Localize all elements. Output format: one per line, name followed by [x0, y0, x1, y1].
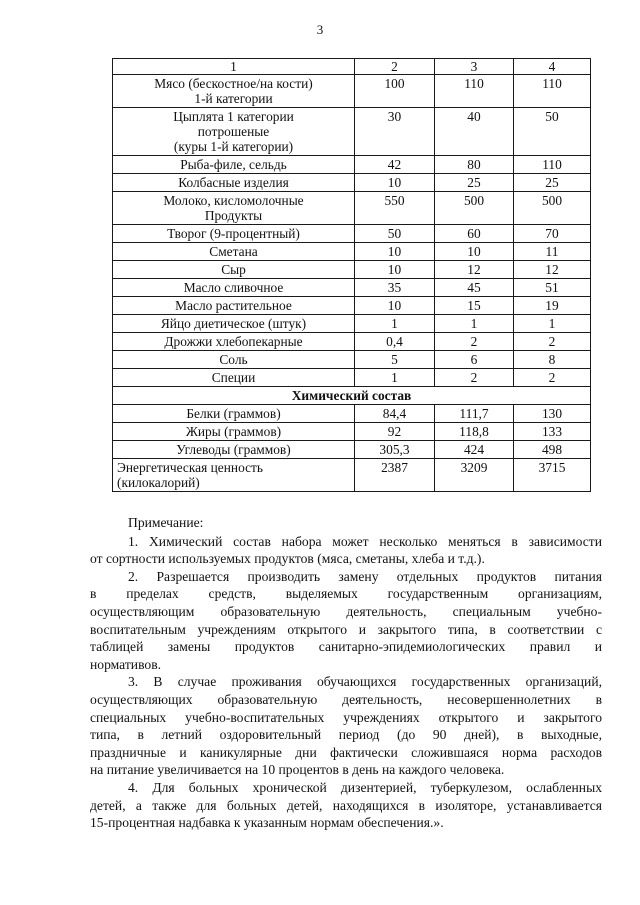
product-name-line: Масло растительное — [175, 298, 292, 313]
note-line: 2. Разрешается производить замену отдельных продуктов питания — [128, 568, 602, 584]
product-name-line: Сметана — [209, 244, 258, 259]
norm-value-cell: 15 — [435, 297, 514, 315]
norm-value-cell: 6 — [435, 351, 514, 369]
norm-value-cell: 35 — [355, 279, 435, 297]
product-name-cell — [113, 174, 355, 192]
note-line: типа, в летний оздоровительный период (до 90 дней), в выходные, — [90, 727, 602, 743]
table-row — [113, 243, 591, 261]
note-line: детей, а также для больных детей, находящихся в изоляторе, устанавливается — [90, 797, 602, 813]
norm-value-cell: 51 — [514, 279, 591, 297]
norm-value-cell: 10 — [355, 297, 435, 315]
product-name-line: Колбасные изделия — [178, 175, 289, 190]
note-paragraph — [90, 779, 602, 832]
note-line: таблицей замены продуктов санитарно-эпидемиологических правил и — [90, 639, 602, 655]
note-paragraph — [90, 568, 602, 674]
product-name-line: Творог (9-процентный) — [167, 226, 300, 241]
norm-value-cell: 19 — [514, 297, 591, 315]
norm-value-cell: 498 — [514, 441, 591, 459]
norm-value-cell: 50 — [514, 108, 591, 156]
norm-value-cell: 2 — [514, 333, 591, 351]
table-row — [113, 297, 591, 315]
table-row — [113, 156, 591, 174]
product-name-cell — [113, 441, 355, 459]
product-name-line: потрошеные — [197, 124, 270, 139]
table-row — [113, 441, 591, 459]
norm-value-cell: 424 — [435, 441, 514, 459]
norm-value-cell: 5 — [355, 351, 435, 369]
column-number-1: 1 — [113, 59, 355, 75]
norm-value-cell: 130 — [514, 405, 591, 423]
norm-value-cell: 40 — [435, 108, 514, 156]
note-line: 4. Для больных хронической дизентерией, туберкулезом, ослабленных — [128, 779, 602, 795]
product-name-line: Белки (граммов) — [186, 406, 281, 421]
product-name-cell — [113, 297, 355, 315]
product-name-line: Энергетическая ценность — [117, 460, 264, 475]
norm-value-cell: 92 — [355, 423, 435, 441]
note-line: на питание увеличивается на 10 процентов в день на каждого человека. — [90, 762, 505, 778]
table-header-row — [113, 59, 591, 75]
note-paragraph — [90, 673, 602, 779]
norm-value-cell: 10 — [435, 243, 514, 261]
table-row — [113, 261, 591, 279]
table-row — [113, 108, 591, 156]
norm-value-cell: 3715 — [514, 459, 591, 492]
norm-value-cell: 70 — [514, 225, 591, 243]
product-name-line: Дрожжи хлебопекарные — [164, 334, 303, 349]
product-name-line: Мясо (бескостное/на кости) — [154, 76, 313, 91]
product-name-cell — [113, 261, 355, 279]
product-name-line: (куры 1-й категории) — [173, 139, 294, 154]
product-name-line: Соль — [219, 352, 248, 367]
norm-value-cell: 1 — [355, 369, 435, 387]
product-name-cell — [113, 75, 355, 108]
table-row — [113, 405, 591, 423]
norm-value-cell: 2387 — [355, 459, 435, 492]
norm-value-cell: 8 — [514, 351, 591, 369]
norm-value-cell: 550 — [355, 192, 435, 225]
norm-value-cell: 133 — [514, 423, 591, 441]
note-line: 3. В случае проживания обучающихся государственных организаций, — [128, 674, 602, 690]
norm-value-cell: 305,3 — [355, 441, 435, 459]
product-name-cell — [113, 315, 355, 333]
norm-value-cell: 1 — [435, 315, 514, 333]
note-line: 1. Химический состав набора может несколько меняться в зависимости — [128, 533, 602, 549]
note-line: осуществляющим образовательную деятельность, специальным учебно- — [90, 603, 602, 619]
product-name-cell — [113, 369, 355, 387]
food-norms-table — [112, 58, 591, 492]
product-name-line: Продукты — [204, 208, 263, 223]
table-row — [113, 225, 591, 243]
note-line: осуществляющих образовательную деятельность, несовершеннолетних в — [90, 691, 602, 707]
product-name-line: Рыба-филе, сельдь — [180, 157, 287, 172]
table-row — [113, 351, 591, 369]
norm-value-cell: 110 — [514, 75, 591, 108]
note-line: 15-процентная надбавка к указанным нормам обеспечения.». — [90, 815, 444, 831]
norm-value-cell: 45 — [435, 279, 514, 297]
norm-value-cell: 0,4 — [355, 333, 435, 351]
norm-value-cell: 50 — [355, 225, 435, 243]
column-number-2: 2 — [355, 59, 435, 75]
table-row — [113, 279, 591, 297]
table-row — [113, 192, 591, 225]
product-name-cell — [113, 351, 355, 369]
product-name-cell — [113, 405, 355, 423]
note-line: от сортности используемых продуктов (мяса, сметаны, хлеба и т.д.). — [90, 551, 485, 567]
norm-value-cell: 3209 — [435, 459, 514, 492]
product-name-cell — [113, 192, 355, 225]
product-name-cell — [113, 156, 355, 174]
norm-value-cell: 25 — [435, 174, 514, 192]
notes-title: Примечание: — [128, 515, 204, 530]
norm-value-cell: 500 — [514, 192, 591, 225]
product-name-line: Цыплята 1 категории — [173, 109, 294, 124]
norm-value-cell: 110 — [435, 75, 514, 108]
food-norms-table-body — [113, 59, 591, 492]
norm-value-cell: 30 — [355, 108, 435, 156]
norm-value-cell: 1 — [355, 315, 435, 333]
note-line: воспитательным учреждениям открытого и закрытого типа, в соответствии с — [90, 621, 602, 637]
norm-value-cell: 42 — [355, 156, 435, 174]
note-paragraph — [90, 533, 602, 568]
product-name-line: 1-й категории — [194, 91, 273, 106]
table-row — [113, 75, 591, 108]
note-line: специальных учебно-воспитательных учреждениях открытого и закрытого — [90, 709, 602, 725]
norm-value-cell: 118,8 — [435, 423, 514, 441]
product-name-cell — [113, 108, 355, 156]
table-row — [113, 423, 591, 441]
norm-value-cell: 500 — [435, 192, 514, 225]
product-name-cell — [113, 459, 355, 492]
table-row — [113, 174, 591, 192]
norm-value-cell: 84,4 — [355, 405, 435, 423]
product-name-line: Масло сливочное — [183, 280, 284, 295]
product-name-line: Молоко, кисломолочные — [163, 193, 304, 208]
norm-value-cell: 12 — [514, 261, 591, 279]
page-number: 3 — [316, 22, 324, 37]
notes-paragraphs — [90, 533, 602, 832]
product-name-cell — [113, 225, 355, 243]
norm-value-cell: 2 — [435, 333, 514, 351]
norm-value-cell: 25 — [514, 174, 591, 192]
norm-value-cell: 11 — [514, 243, 591, 261]
chemical-composition-heading: Химический состав — [113, 387, 591, 405]
note-line: нормативов. — [90, 656, 162, 672]
norm-value-cell: 100 — [355, 75, 435, 108]
product-name-line: Яйцо диетическое (штук) — [160, 316, 307, 331]
norm-value-cell: 2 — [514, 369, 591, 387]
norm-value-cell: 2 — [435, 369, 514, 387]
product-name-line: Сыр — [221, 262, 246, 277]
note-line: праздничные и каникулярные дни фактически сложившаяся норма расходов — [90, 744, 602, 760]
norm-value-cell: 111,7 — [435, 405, 514, 423]
product-name-line: Углеводы (граммов) — [176, 442, 291, 457]
norm-value-cell: 80 — [435, 156, 514, 174]
norm-value-cell: 1 — [514, 315, 591, 333]
note-line: в пределах средств, выделяемых государственным организациям, — [90, 586, 602, 602]
section-row — [113, 387, 591, 405]
table-row — [113, 315, 591, 333]
norm-value-cell: 10 — [355, 174, 435, 192]
table-row — [113, 333, 591, 351]
product-name-cell — [113, 243, 355, 261]
column-number-3: 3 — [435, 59, 514, 75]
table-row — [113, 369, 591, 387]
norm-value-cell: 12 — [435, 261, 514, 279]
norm-value-cell: 60 — [435, 225, 514, 243]
column-number-4: 4 — [514, 59, 591, 75]
norm-value-cell: 10 — [355, 243, 435, 261]
product-name-line: (килокалорий) — [117, 475, 200, 490]
norm-value-cell: 10 — [355, 261, 435, 279]
table-row — [113, 459, 591, 492]
product-name-line: Специи — [211, 370, 256, 385]
product-name-cell — [113, 279, 355, 297]
product-name-cell — [113, 333, 355, 351]
product-name-cell — [113, 423, 355, 441]
notes-section — [90, 514, 602, 832]
product-name-line: Жиры (граммов) — [185, 424, 282, 439]
norm-value-cell: 110 — [514, 156, 591, 174]
